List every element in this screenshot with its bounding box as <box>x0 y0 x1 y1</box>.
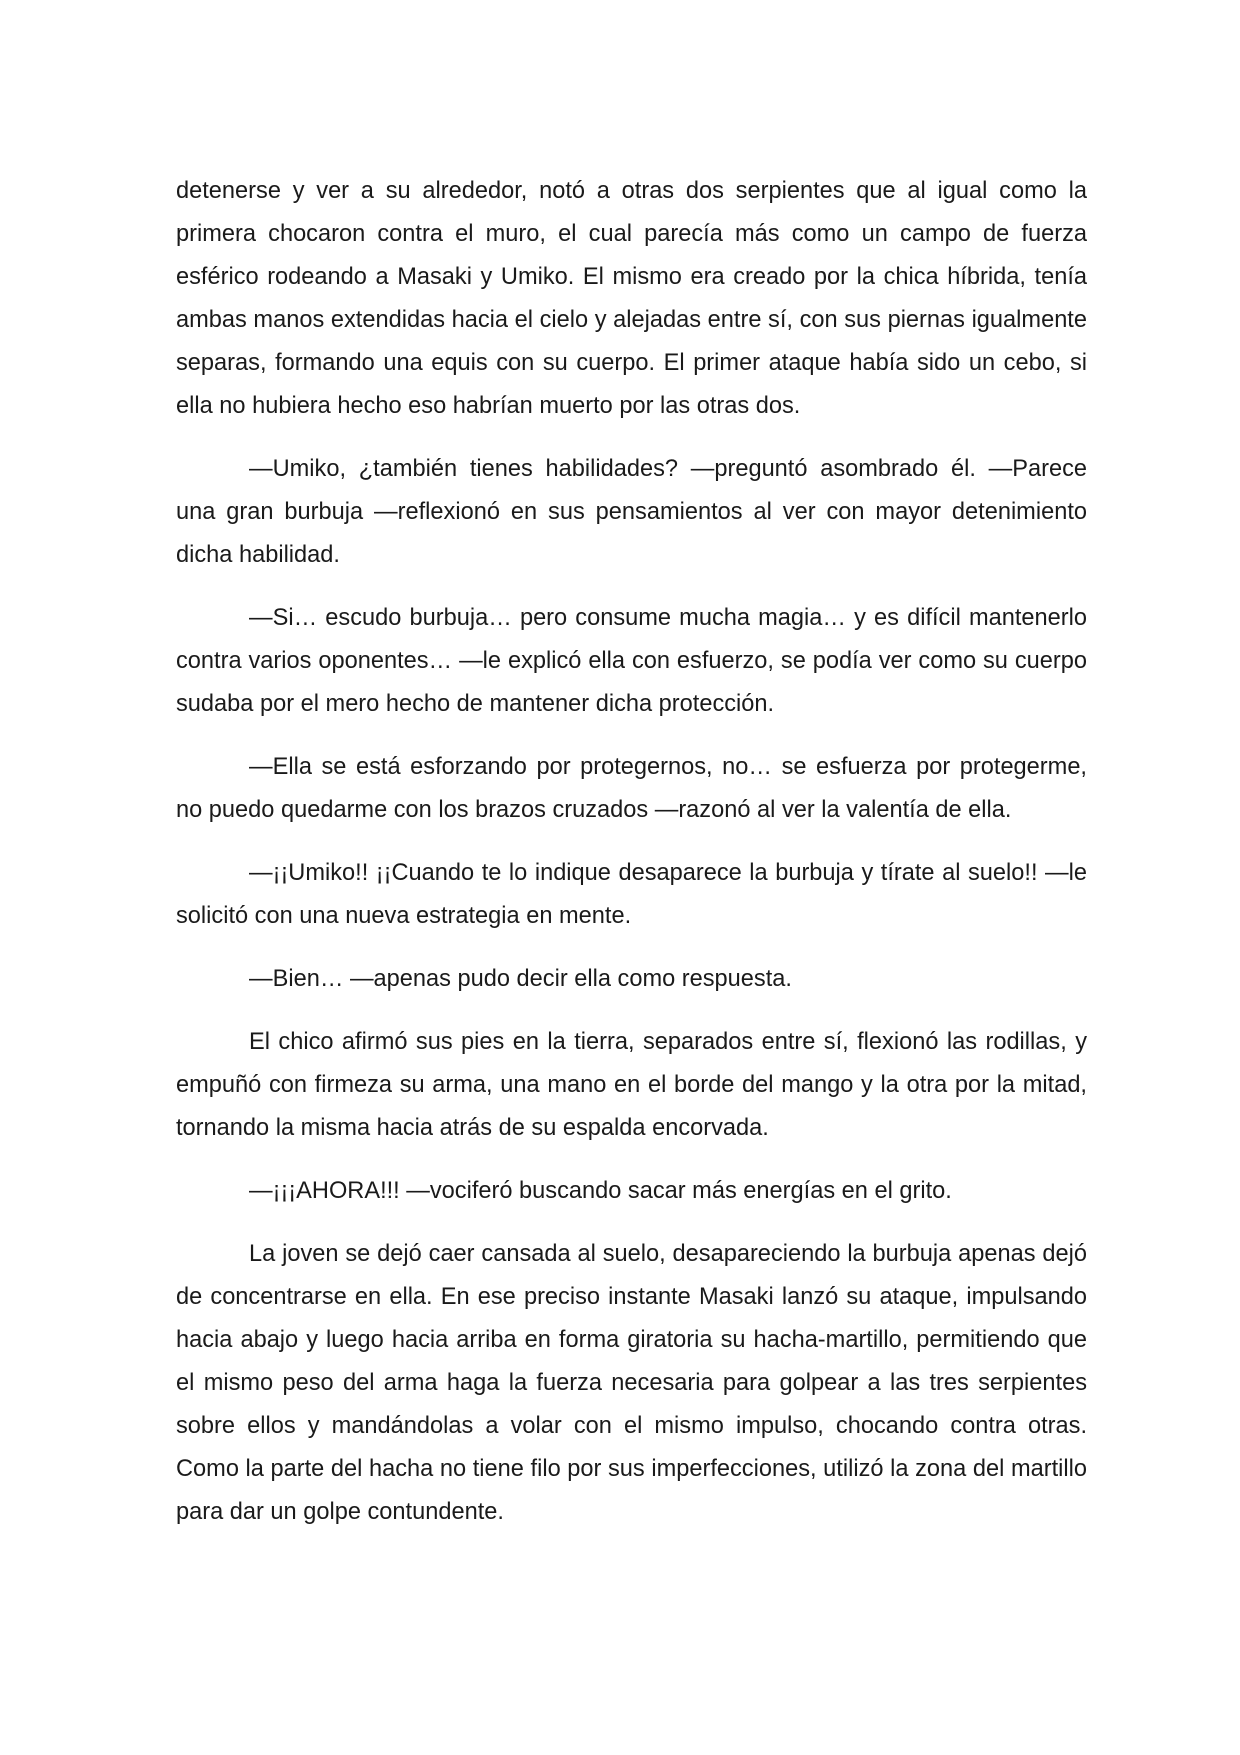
paragraph: —¡¡Umiko!! ¡¡Cuando te lo indique desaparece la burbuja y tírate al suelo!! —le solicitó con una nueva estrategia en mente. <box>176 860 1087 929</box>
paragraph: —Ella se está esforzando por protegernos, no… se esfuerza por protegerme, no puedo quedarme con los brazos cruzados —razonó al ver la valentía de ella. <box>176 754 1087 823</box>
paragraph: —¡¡¡AHORA!!! —vociferó buscando sacar más energías en el grito. <box>249 1178 952 1204</box>
document-page <box>176 170 1087 1554</box>
paragraph: El chico afirmó sus pies en la tierra, separados entre sí, flexionó las rodillas, y empuñó con firmeza su arma, una mano en el borde del mango y la otra por la mitad, tornando la misma hacia atrás de su espalda encorvada. <box>176 1029 1087 1141</box>
paragraph: detenerse y ver a su alrededor, notó a otras dos serpientes que al igual como la primera chocaron contra el muro, el cual parecía más como un campo de fuerza esférico rodeando a Masaki y Umiko. El mismo era creado por la chica híbrida, tenía ambas manos extendidas hacia el cielo y alejadas entre sí, con sus piernas igualmente separas, formando una equis con su cuerpo. El primer ataque había sido un cebo, si ella no hubiera hecho eso habrían muerto por las otras dos. <box>176 178 1087 419</box>
paragraph: —Umiko, ¿también tienes habilidades? —preguntó asombrado él. —Parece una gran burbuja —reflexionó en sus pensamientos al ver con mayor detenimiento dicha habilidad. <box>176 456 1087 568</box>
paragraph: —Si… escudo burbuja… pero consume mucha magia… y es difícil mantenerlo contra varios oponentes… —le explicó ella con esfuerzo, se podía ver como su cuerpo sudaba por el mero hecho de mantener dicha protección. <box>176 605 1087 717</box>
paragraph: La joven se dejó caer cansada al suelo, desapareciendo la burbuja apenas dejó de concentrarse en ella. En ese preciso instante Masaki lanzó su ataque, impulsando hacia abajo y luego hacia arriba en forma giratoria su hacha-martillo, permitiendo que el mismo peso del arma haga la fuerza necesaria para golpear a las tres serpientes sobre ellos y mandándolas a volar con el mismo impulso, chocando contra otras. Como la parte del hacha no tiene filo por sus imperfecciones, utilizó la zona del martillo para dar un golpe contundente. <box>176 1241 1087 1525</box>
paragraph: —Bien… —apenas pudo decir ella como respuesta. <box>249 966 792 992</box>
